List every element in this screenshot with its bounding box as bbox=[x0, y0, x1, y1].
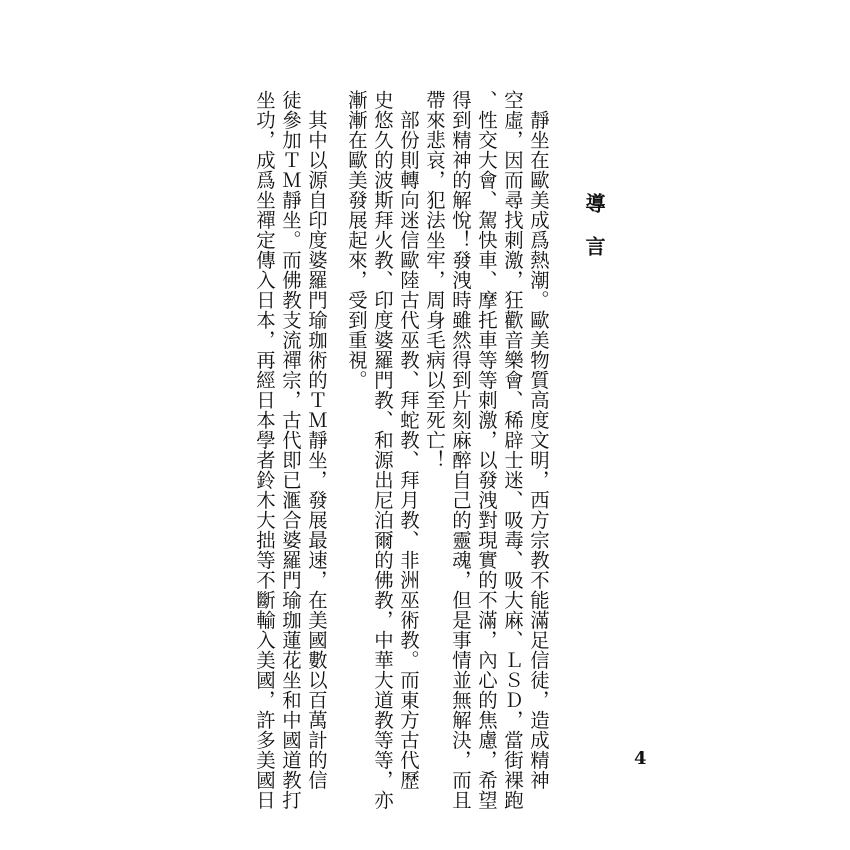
section-heading-char-1: 導 bbox=[582, 193, 606, 215]
text-column-9: 其中以源自印度婆羅門瑜珈術的ＴＭ靜坐，發展最速，在美國數以百萬計的信 bbox=[305, 110, 328, 790]
text-column-5: 帶來悲哀，犯法坐牢，周身毛病以至死亡！ bbox=[423, 90, 446, 470]
section-heading-char-2: 言 bbox=[582, 236, 606, 258]
text-column-3: 、性交大會、駕快車、摩托車等等刺激，以發洩對現實的不滿，內心的焦慮，希望 bbox=[475, 90, 498, 810]
text-column-6: 部份則轉向迷信歐陸古代巫教、拜蛇教、拜月教、非洲巫術教。而東方古代歷 bbox=[397, 110, 420, 790]
text-column-7: 史悠久的波斯拜火教、印度婆羅門教、和源出尼泊爾的佛教，中華大道教等等，亦 bbox=[371, 90, 394, 810]
text-column-2: 空虛，因而尋找刺激，狂歡音樂會、稀辟士迷、吸毒、吸大麻、ＬＳＤ，當街裸跑 bbox=[501, 90, 524, 810]
text-column-4: 得到精神的解悅！發洩時雖然得到片刻麻醉自己的靈魂，但是事情並無解決，而且 bbox=[449, 90, 472, 810]
text-column-8: 漸漸在歐美發展起來，受到重視。 bbox=[345, 90, 368, 390]
text-column-1: 靜坐在歐美成爲熱潮。歐美物質高度文明，西方宗教不能滿足信徒，造成精神 bbox=[527, 110, 550, 790]
page-number: 4 bbox=[634, 748, 647, 769]
text-column-11: 坐功，成爲坐禪定傳入日本，再經日本學者鈴木大拙等不斷輸入美國，許多美國日 bbox=[253, 90, 276, 810]
text-column-10: 徒參加ＴＭ靜坐。而佛教支流禪宗，古代即已滙合婆羅門瑜珈蓮花坐和中國道教打 bbox=[279, 90, 302, 810]
